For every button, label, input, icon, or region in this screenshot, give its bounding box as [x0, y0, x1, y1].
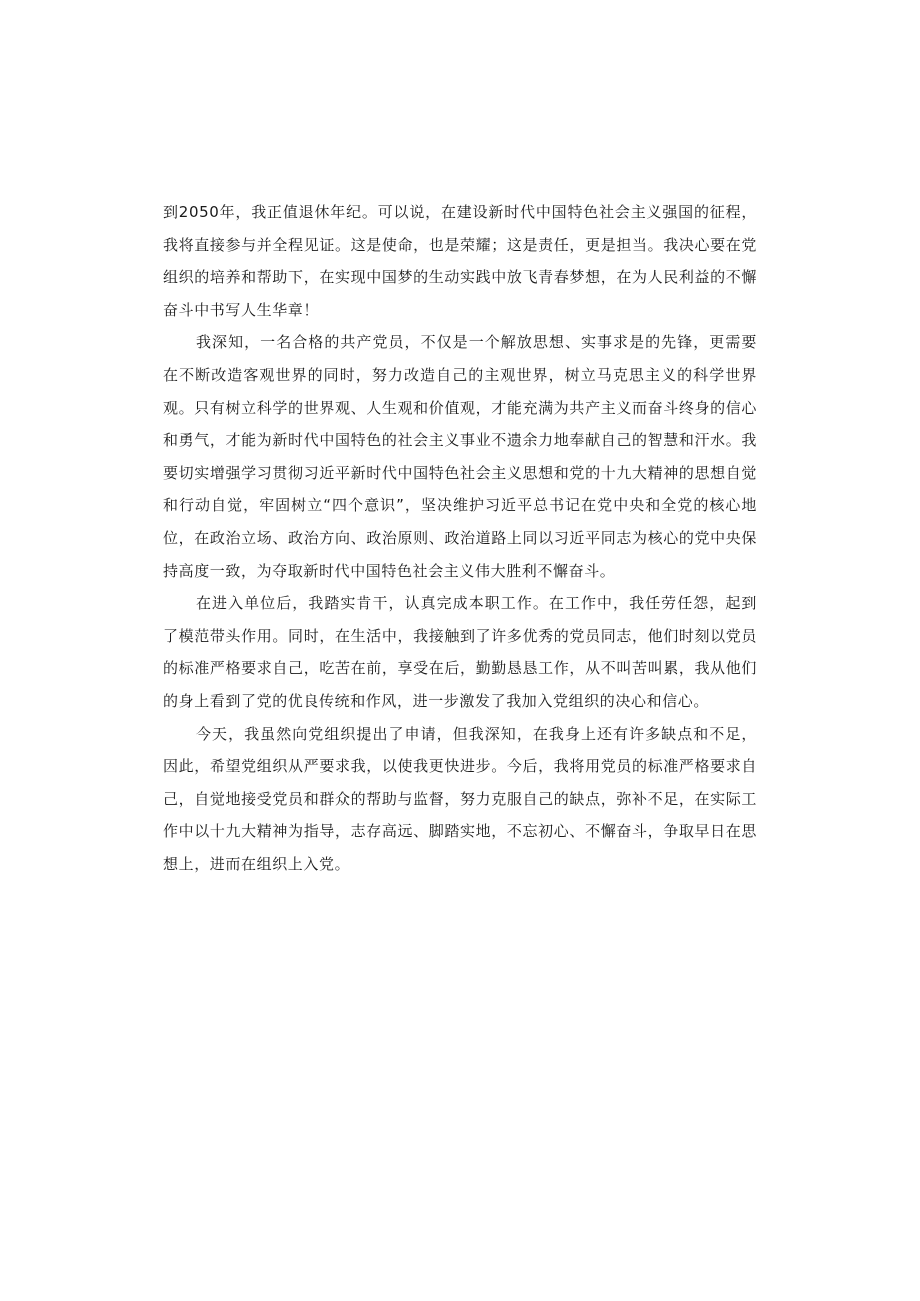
paragraph-1: 到2050年，我正值退休年纪。可以说，在建设新时代中国特色社会主义强国的征程，我将直接参与并全程见证。这是使命，也是荣耀；这是责任，更是担当。我决心要在党组织的培养和帮助下，在实现中国梦的生动实践中放飞青春梦想，在为人民利益的不懈奋斗中书写人生华章！ — [163, 203, 757, 319]
paragraph-4: 今天，我虽然向党组织提出了申请，但我深知，在我身上还有许多缺点和不足，因此，希望党组织从严要求我，以使我更快进步。今后，我将用党员的标准严格要求自己，自觉地接受党员和群众的帮助与监督，努力克服自己的缺点，弥补不足，在实际工作中以十九大精神为指导，志存高远、脚踏实地，不忘初心、不懈奋斗，争取早日在思想上，进而在组织上入党。 — [163, 724, 757, 873]
document-body — [163, 196, 757, 880]
paragraph-3: 在进入单位后，我踏实肯干，认真完成本职工作。在工作中，我任劳任怨，起到了模范带头作用。同时，在生活中，我接触到了许多优秀的党员同志，他们时刻以党员的标准严格要求自己，吃苦在前，享受在后，勤勤恳恳工作，从不叫苦叫累，我从他们的身上看到了党的优良传统和作风，进一步激发了我加入党组织的决心和信心。 — [163, 594, 757, 710]
paragraph-2: 我深知，一名合格的共产党员，不仅是一个解放思想、实事求是的先锋，更需要在不断改造客观世界的同时，努力改造自己的主观世界，树立马克思主义的科学世界观。只有树立科学的世界观、人生观和价值观，才能充满为共产主义而奋斗终身的信心和勇气，才能为新时代中国特色的社会主义事业不遗余力地奉献自己的智慧和汗水。我要切实增强学习贯彻习近平新时代中国特色社会主义思想和党的十九大精神的思想自觉和行动自觉，牢固树立“四个意识”，坚决维护习近平总书记在党中央和全党的核心地位，在政治立场、政治方向、政治原则、政治道路上同以习近平同志为核心的党中央保持高度一致，为夺取新时代中国特色社会主义伟大胜利不懈奋斗。 — [163, 333, 757, 580]
